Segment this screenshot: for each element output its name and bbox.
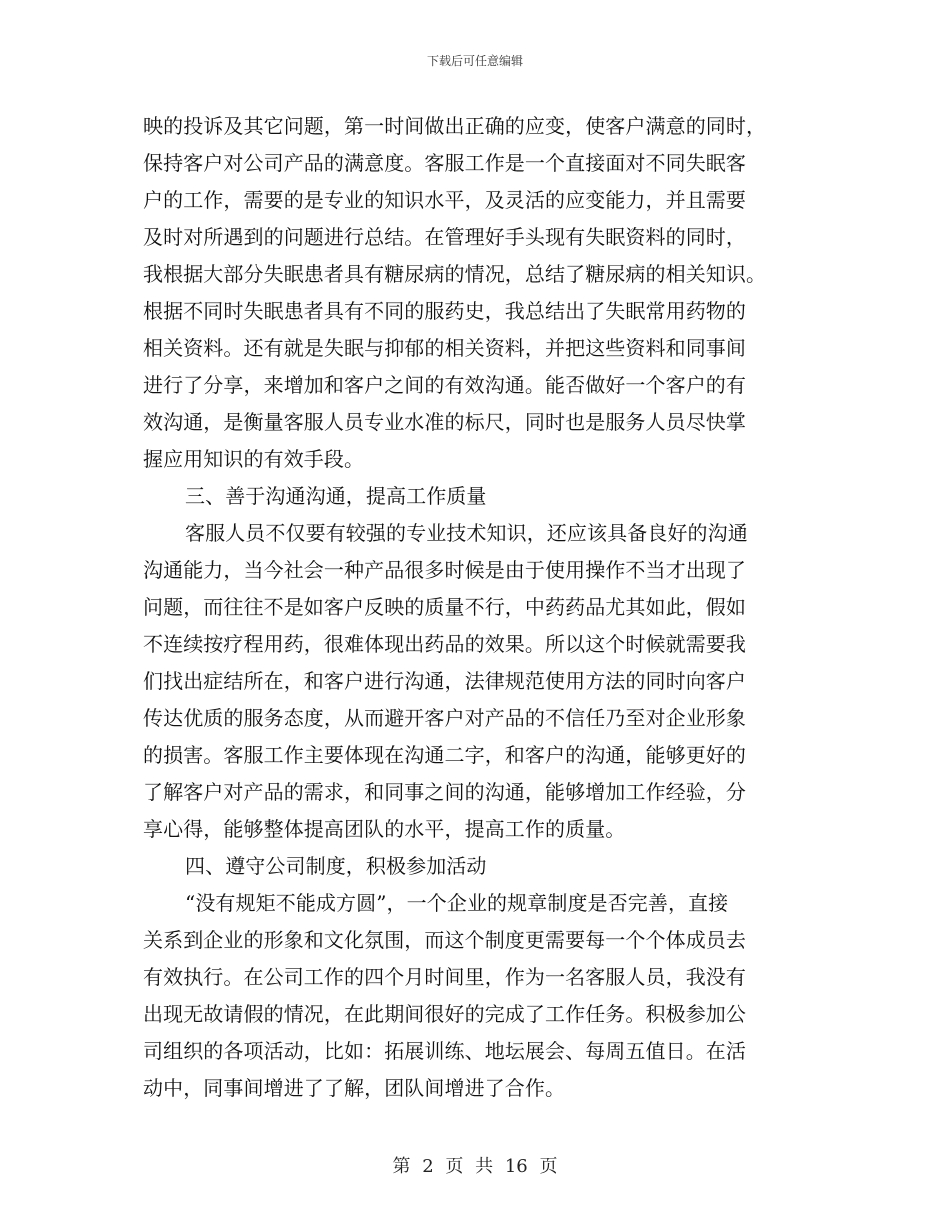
paragraph-line: 客服人员不仅要有较强的专业技术知识，还应该具备良好的沟通 xyxy=(185,521,748,545)
section-heading: 四、遵守公司制度，积极参加活动 xyxy=(185,854,487,878)
paragraph-line: 进行了分享，来增加和客户之间的有效沟通。能否做好一个客户的有 xyxy=(143,373,746,397)
paragraph-line: 我根据大部分失眠患者具有糖尿病的情况，总结了糖尿病的相关知识。 xyxy=(143,262,767,286)
paragraph-line: 不连续按疗程用药，很难体现出药品的效果。所以这个时候就需要我 xyxy=(143,632,746,656)
paragraph-line: 户的工作，需要的是专业的知识水平，及灵活的应变能力，并且需要 xyxy=(143,188,746,212)
header-note: 下载后可任意编辑 xyxy=(426,54,523,68)
paragraph-line: 享心得，能够整体提高团队的水平，提高工作的质量。 xyxy=(143,817,626,841)
page-number: 第 2 页 共 16 页 xyxy=(392,1156,558,1177)
paragraph-line: 了解客户对产品的需求，和同事之间的沟通，能够增加工作经验，分 xyxy=(143,780,746,804)
paragraph-line: 根据不同时失眠患者具有不同的服药史，我总结出了失眠常用药物的 xyxy=(143,299,746,323)
paragraph-line: 相关资料。还有就是失眠与抑郁的相关资料，并把这些资料和同事间 xyxy=(143,336,746,360)
paragraph-line: 传达优质的服务态度，从而避开客户对产品的不信任乃至对企业形象 xyxy=(143,706,746,730)
paragraph-line: 的损害。客服工作主要体现在沟通二字，和客户的沟通，能够更好的 xyxy=(143,743,746,767)
paragraph-line: 效沟通，是衡量客服人员专业水准的标尺，同时也是服务人员尽快掌 xyxy=(143,410,746,434)
paragraph-line: 司组织的各项活动，比如：拓展训练、地坛展会、每周五值日。在活 xyxy=(143,1039,746,1063)
paragraph-line: 映的投诉及其它问题，第一时间做出正确的应变，使客户满意的同时， xyxy=(143,114,767,138)
paragraph-line: 出现无故请假的情况，在此期间很好的完成了工作任务。积极参加公 xyxy=(143,1002,746,1026)
paragraph-line: 握应用知识的有效手段。 xyxy=(143,447,365,471)
paragraph-line: 沟通能力，当今社会一种产品很多时候是由于使用操作不当才出现了 xyxy=(143,558,746,582)
paragraph-line: 们找出症结所在，和客户进行沟通，法律规范使用方法的同时向客户 xyxy=(143,669,746,693)
document-body xyxy=(143,108,813,1107)
paragraph-line: 保持客户对公司产品的满意度。客服工作是一个直接面对不同失眠客 xyxy=(143,151,746,175)
section-heading: 三、善于沟通沟通，提高工作质量 xyxy=(185,484,487,508)
paragraph-line: 及时对所遇到的问题进行总结。在管理好手头现有失眠资料的同时， xyxy=(143,225,746,249)
paragraph-line: 有效执行。在公司工作的四个月时间里，作为一名客服人员，我没有 xyxy=(143,965,746,989)
paragraph-line: 动中，同事间增进了了解，团队间增进了合作。 xyxy=(143,1076,566,1100)
paragraph-line: “没有规矩不能成方圆”，一个企业的规章制度是否完善，直接 xyxy=(185,891,729,915)
paragraph-line: 关系到企业的形象和文化氛围，而这个制度更需要每一个个体成员去 xyxy=(143,928,746,952)
paragraph-line: 问题，而往往不是如客户反映的质量不行，中药药品尤其如此，假如 xyxy=(143,595,746,619)
